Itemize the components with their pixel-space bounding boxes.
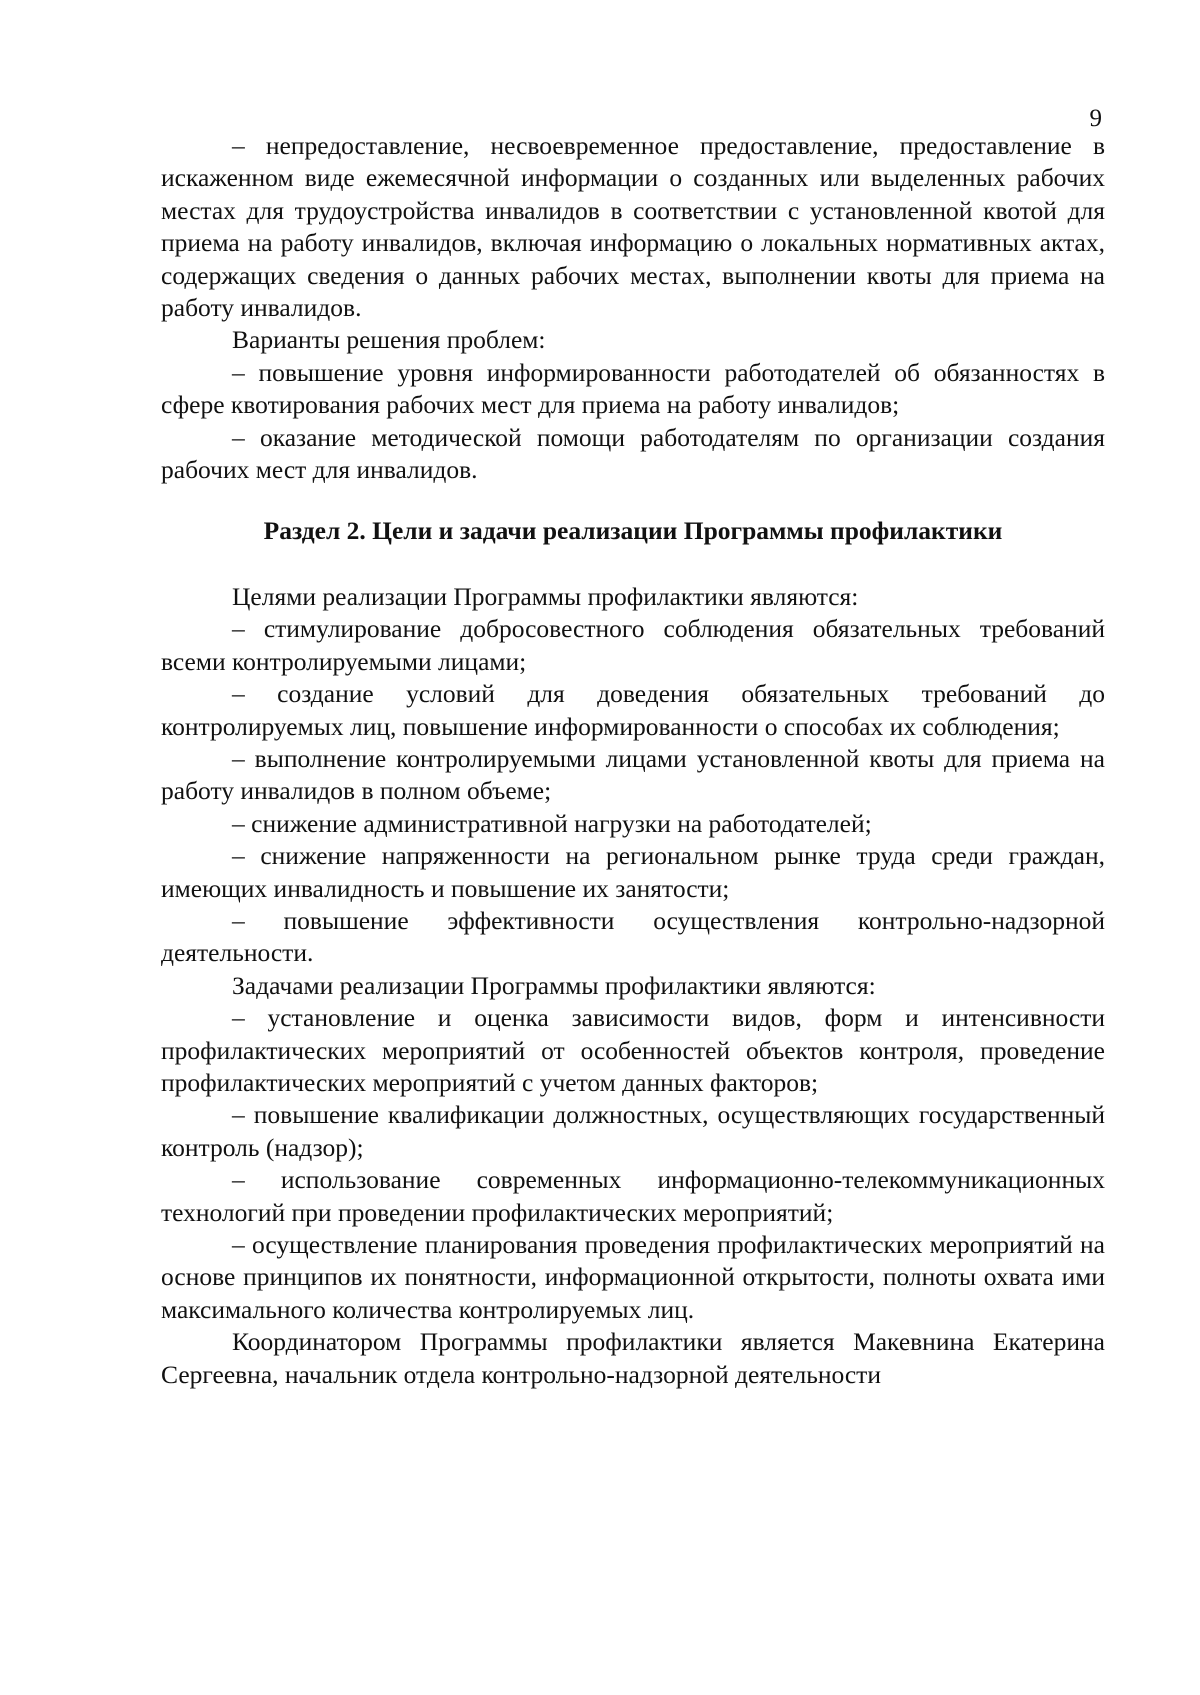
paragraph-violation-item: – непредоставление, несвоевременное предоставление, предоставление в искаженном виде ежемесячной информации о созданных или выделенных рабочих местах для трудоустройства инвалидов в соответствии с установленной квотой для приема на работу инвалидов, включая информацию о локальных нормативных актах, содержащих сведения о данных рабочих местах, выполнении квоты для приема на работу инвалидов. [161, 131, 1105, 323]
list-item-task: – повышение квалификации должностных, осуществляющих государственный контроль (надзор); [161, 1100, 1105, 1162]
paragraph-coordinator: Координатором Программы профилактики является Макевнина Екатерина Сергеевна, начальник отдела контрольно-надзорной деятельности [161, 1327, 1105, 1389]
list-item-goal: – снижение напряженности на региональном рынке труда среди граждан, имеющих инвалидность и повышение их занятости; [161, 841, 1105, 903]
list-item-goal: – снижение административной нагрузки на работодателей; [232, 808, 872, 838]
paragraph-solutions-intro: Варианты решения проблем: [232, 325, 546, 355]
list-item-goal: – выполнение контролируемыми лицами установленной квоты для приема на работу инвалидов в полном объеме; [161, 743, 1105, 806]
paragraph-goals-intro: Целями реализации Программы профилактики являются: [232, 581, 859, 611]
list-item-task: – установление и оценка зависимости видов, форм и интенсивности профилактических мероприятий от особенностей объектов контроля, проведение профилактических мероприятий с учетом данных факторов; [161, 1003, 1105, 1097]
section-heading: Раздел 2. Цели и задачи реализации Программы профилактики [263, 516, 1003, 546]
list-item-task: – использование современных информационно-телекоммуникационных технологий при проведении профилактических мероприятий; [161, 1165, 1105, 1227]
page-number: 9 [1089, 105, 1102, 132]
list-item-goal: – создание условий для доведения обязательных требований до контролируемых лиц, повышение информированности о способах их соблюдения; [161, 679, 1105, 741]
list-item-solution-methodical-help: – оказание методической помощи работодателям по организации создания рабочих мест для инвалидов. [161, 422, 1105, 485]
paragraph-tasks-intro: Задачами реализации Программы профилактики являются: [232, 970, 876, 1000]
document-body [161, 130, 1105, 1391]
list-item-solution-awareness: – повышение уровня информированности работодателей об обязанностях в сфере квотирования рабочих мест для приема на работу инвалидов; [161, 357, 1105, 420]
list-item-task: – осуществление планирования проведения профилактических мероприятий на основе принципов их понятности, информационной открытости, полноты охвата ими максимального количества контролируемых лиц. [161, 1230, 1105, 1324]
list-item-goal: – повышение эффективности осуществления контрольно-надзорной деятельности. [161, 905, 1105, 968]
list-item-goal: – стимулирование добросовестного соблюдения обязательных требований всеми контролируемыми лицами; [161, 614, 1105, 676]
